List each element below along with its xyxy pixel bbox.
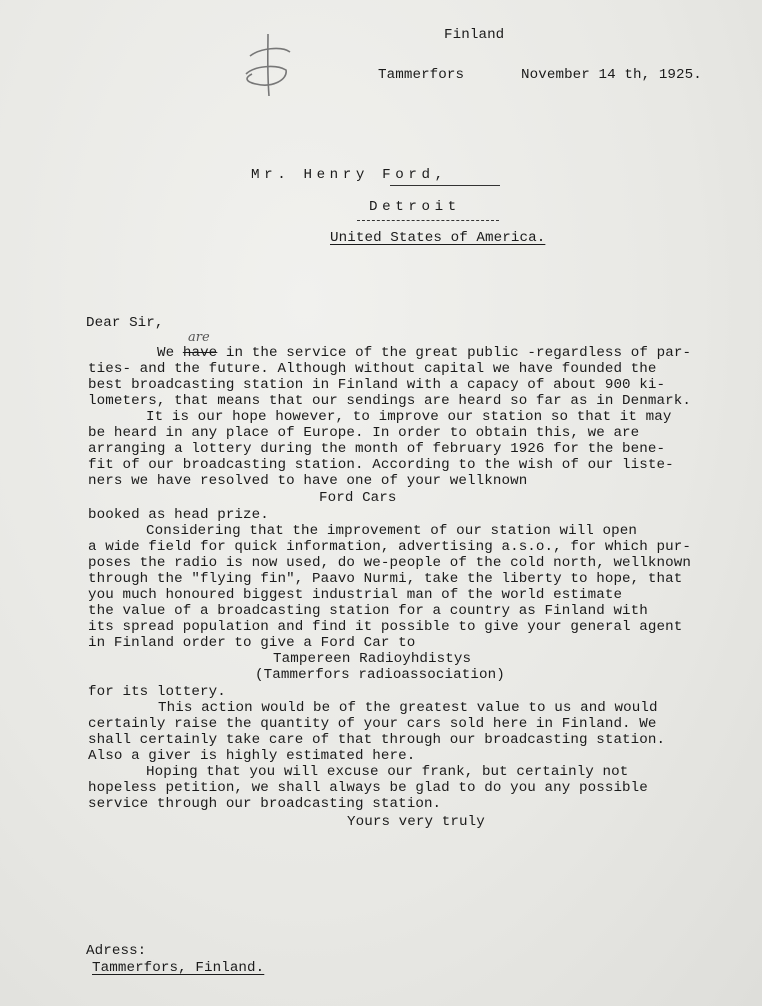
for-lottery: for its lottery. <box>88 684 226 700</box>
p2-line-2: be heard in any place of Europe. In order to obtain this, we are <box>88 425 640 441</box>
struck-word: have <box>182 345 218 361</box>
p1-l1-post: in the service of the great public -regardless of par- <box>217 345 692 361</box>
handwritten-mark-icon <box>238 30 298 100</box>
p3-line-5: you much honoured biggest industrial man of the world estimate <box>88 587 623 603</box>
p2-line-4: fit of our broadcasting station. According to the wish of our liste- <box>88 457 674 473</box>
header-date: November 14 th, 1925. <box>521 67 702 83</box>
p1-line-3: best broadcasting station in Finland with a capacy of about 900 ki- <box>88 377 666 393</box>
p1-l1-pre: We <box>157 345 183 361</box>
p3-line-3: poses the radio is now used, do we-people of the cold north, wellknown <box>88 555 691 571</box>
recipient-name-underline <box>390 185 500 186</box>
p3-line-2: a wide field for quick information, advertising a.s.o., for which pur- <box>88 539 691 555</box>
p5-line-2: hopeless petition, we shall always be glad to do you any possible <box>88 780 648 796</box>
p4-line-4: Also a giver is highly estimated here. <box>88 748 416 764</box>
p3-line-8: in Finland order to give a Ford Car to <box>88 635 416 651</box>
p5-line-3: service through our broadcasting station. <box>88 796 442 812</box>
p3-line-4: through the "flying fin", Paavo Nurmi, take the liberty to hope, that <box>88 571 683 587</box>
p3-line-6: the value of a broadcasting station for a country as Finland with <box>88 603 648 619</box>
p1-line-1 <box>157 346 691 362</box>
greeting: Dear Sir, <box>86 315 164 331</box>
association-name: Tampereen Radioyhdistys <box>273 651 472 667</box>
ford-cars: Ford Cars <box>319 490 397 506</box>
recipient-name: Mr. Henry Ford, <box>251 167 448 183</box>
recipient-city: Detroit <box>369 199 461 215</box>
booked-line: booked as head prize. <box>88 507 269 523</box>
p3-line-1: Considering that the improvement of our station will open <box>146 523 637 539</box>
p4-line-1: This action would be of the greatest value to us and would <box>158 700 658 716</box>
p1-line-2: ties- and the future. Although without capital we have founded the <box>88 361 657 377</box>
recipient-country: United States of America. <box>330 230 546 246</box>
header-country: Finland <box>444 27 505 43</box>
p2-line-3: arranging a lottery during the month of february 1926 for the bene- <box>88 441 666 457</box>
association-translation: (Tammerfors radioassociation) <box>255 667 505 683</box>
p1-line-4: lometers, that means that our sendings are heard so far as in Denmark. <box>88 393 691 409</box>
city-dash-rule <box>357 220 499 221</box>
address-label: Adress: <box>86 943 147 959</box>
p2-line-5: ners we have resolved to have one of your wellknown <box>88 473 528 489</box>
address-value: Tammerfors, Finland. <box>92 960 265 976</box>
p5-line-1: Hoping that you will excuse our frank, but certainly not <box>146 764 629 780</box>
handwritten-insertion: are <box>188 330 210 345</box>
closing: Yours very truly <box>347 814 485 830</box>
p3-line-7: its spread population and find it possible to give your general agent <box>88 619 683 635</box>
p4-line-2: certainly raise the quantity of your cars sold here in Finland. We <box>88 716 657 732</box>
p4-line-3: shall certainly take care of that through our broadcasting station. <box>88 732 666 748</box>
p2-line-1: It is our hope however, to improve our station so that it may <box>146 409 672 425</box>
header-city: Tammerfors <box>378 67 465 83</box>
